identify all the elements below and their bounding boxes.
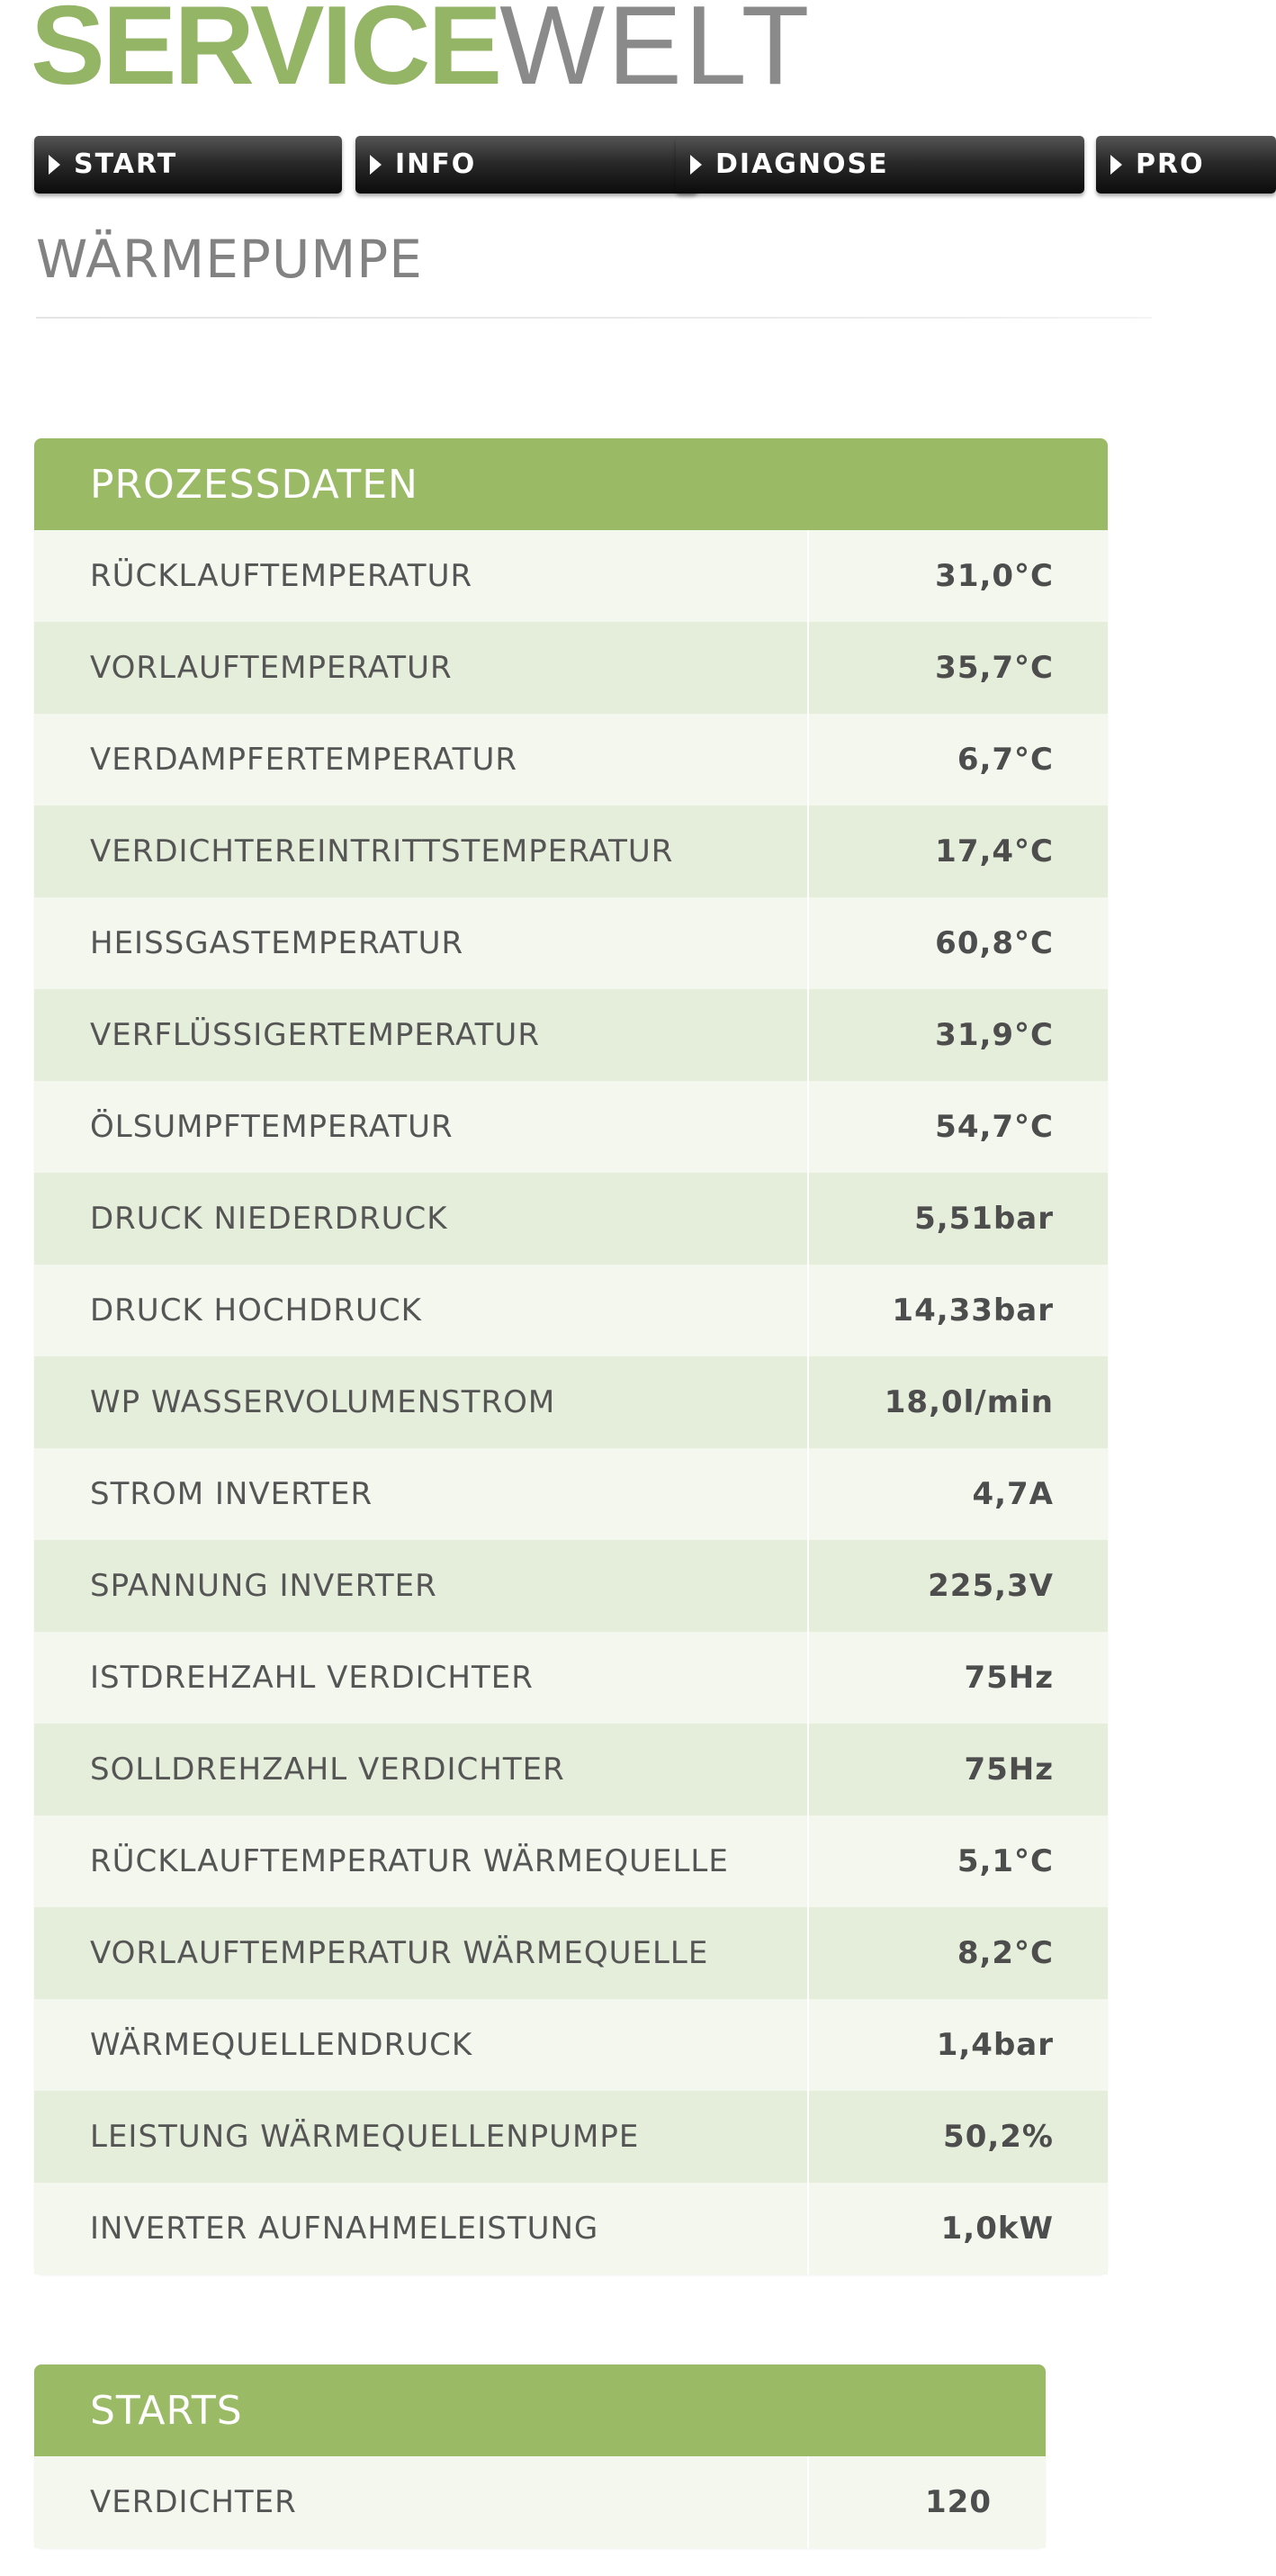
row-label: DRUCK HOCHDRUCK bbox=[34, 1265, 808, 1356]
row-label: SPANNUNG INVERTER bbox=[34, 1540, 808, 1632]
row-label: DRUCK NIEDERDRUCK bbox=[34, 1173, 808, 1265]
row-label: ISTDREHZAHL VERDICHTER bbox=[34, 1632, 808, 1724]
arrow-right-icon bbox=[370, 155, 382, 175]
arrow-right-icon bbox=[1110, 155, 1122, 175]
row-value: 75Hz bbox=[964, 1660, 1054, 1696]
row-label: RÜCKLAUFTEMPERATUR WÄRMEQUELLE bbox=[34, 1815, 808, 1907]
table-row bbox=[34, 897, 1108, 989]
row-value: 35,7°C bbox=[935, 650, 1054, 686]
row-value: 54,7°C bbox=[935, 1109, 1054, 1145]
row-value: 5,1°C bbox=[957, 1843, 1054, 1879]
logo-welt-text: WELT bbox=[499, 0, 813, 108]
prozessdaten-table bbox=[34, 530, 1108, 2274]
table-row bbox=[34, 1632, 1108, 1724]
row-value: 120 bbox=[925, 2484, 992, 2520]
title-divider bbox=[36, 317, 1152, 319]
row-value: 1,4bar bbox=[936, 2027, 1054, 2063]
table-row bbox=[34, 1081, 1108, 1173]
table-row bbox=[34, 622, 1108, 714]
row-value: 18,0l/min bbox=[884, 1384, 1054, 1420]
arrow-right-icon bbox=[690, 155, 702, 175]
row-value: 31,9°C bbox=[935, 1017, 1054, 1053]
row-label: VERDAMPFERTEMPERATUR bbox=[34, 714, 808, 806]
nav-item-label: START bbox=[74, 149, 178, 180]
table-row bbox=[34, 1999, 1108, 2091]
table-row bbox=[34, 989, 1108, 1081]
page-title: WÄRMEPUMPE bbox=[36, 229, 423, 290]
nav-item-label: INFO bbox=[395, 149, 477, 180]
arrow-right-icon bbox=[49, 155, 60, 175]
nav-item-label: DIAGNOSE bbox=[715, 149, 889, 180]
row-value: 60,8°C bbox=[935, 925, 1054, 961]
row-label: VORLAUFTEMPERATUR WÄRMEQUELLE bbox=[34, 1907, 808, 1999]
table-row bbox=[34, 1724, 1108, 1815]
row-value: 31,0°C bbox=[935, 558, 1054, 594]
table-row bbox=[34, 1540, 1108, 1632]
starts-table bbox=[34, 2456, 1046, 2548]
row-label: WÄRMEQUELLENDRUCK bbox=[34, 1999, 808, 2091]
row-label: WP WASSERVOLUMENSTROM bbox=[34, 1356, 808, 1448]
row-label: LEISTUNG WÄRMEQUELLENPUMPE bbox=[34, 2091, 808, 2183]
row-label: VERDICHTEREINTRITTSTEMPERATUR bbox=[34, 806, 808, 897]
row-value: 225,3V bbox=[928, 1568, 1054, 1604]
starts-panel bbox=[34, 2364, 1046, 2548]
row-value: 14,33bar bbox=[892, 1293, 1054, 1329]
table-row bbox=[34, 1815, 1108, 1907]
nav-item-label: PRO bbox=[1136, 149, 1205, 180]
starts-header: STARTS bbox=[34, 2364, 1046, 2456]
nav-item-profile[interactable] bbox=[1096, 136, 1276, 194]
table-row bbox=[34, 1173, 1108, 1265]
table-row bbox=[34, 806, 1108, 897]
row-label: SOLLDREHZAHL VERDICHTER bbox=[34, 1724, 808, 1815]
table-row bbox=[34, 2091, 1108, 2183]
row-label: STROM INVERTER bbox=[34, 1448, 808, 1540]
table-row bbox=[34, 1448, 1108, 1540]
row-value: 4,7A bbox=[972, 1476, 1054, 1512]
row-value: 17,4°C bbox=[935, 833, 1054, 869]
table-row bbox=[34, 1907, 1108, 1999]
row-label: RÜCKLAUFTEMPERATUR bbox=[34, 530, 808, 622]
nav-item-info[interactable] bbox=[355, 136, 697, 194]
table-row bbox=[34, 714, 1108, 806]
row-label: HEISSGASTEMPERATUR bbox=[34, 897, 808, 989]
table-row bbox=[34, 1356, 1108, 1448]
row-value: 50,2% bbox=[943, 2119, 1054, 2155]
logo-service-text: SERVICE bbox=[31, 0, 500, 108]
nav-item-diagnose[interactable] bbox=[676, 136, 1084, 194]
table-row bbox=[34, 2456, 1046, 2548]
servicewelt-logo[interactable] bbox=[31, 0, 813, 108]
table-row bbox=[34, 2183, 1108, 2274]
prozessdaten-panel bbox=[34, 438, 1108, 2274]
row-value: 6,7°C bbox=[957, 742, 1054, 778]
table-row bbox=[34, 530, 1108, 622]
row-value: 75Hz bbox=[964, 1752, 1054, 1788]
row-value: 1,0kW bbox=[940, 2211, 1054, 2247]
prozessdaten-header: PROZESSDATEN bbox=[34, 438, 1108, 530]
row-value: 5,51bar bbox=[914, 1201, 1054, 1237]
nav-item-start[interactable] bbox=[34, 136, 342, 194]
row-label: ÖLSUMPFTEMPERATUR bbox=[34, 1081, 808, 1173]
row-label: VERFLÜSSIGERTEMPERATUR bbox=[34, 989, 808, 1081]
row-label: VORLAUFTEMPERATUR bbox=[34, 622, 808, 714]
main-navigation bbox=[34, 136, 1205, 195]
row-label: VERDICHTER bbox=[34, 2456, 808, 2548]
row-label: INVERTER AUFNAHMELEISTUNG bbox=[34, 2183, 808, 2274]
row-value: 8,2°C bbox=[957, 1935, 1054, 1971]
table-row bbox=[34, 1265, 1108, 1356]
